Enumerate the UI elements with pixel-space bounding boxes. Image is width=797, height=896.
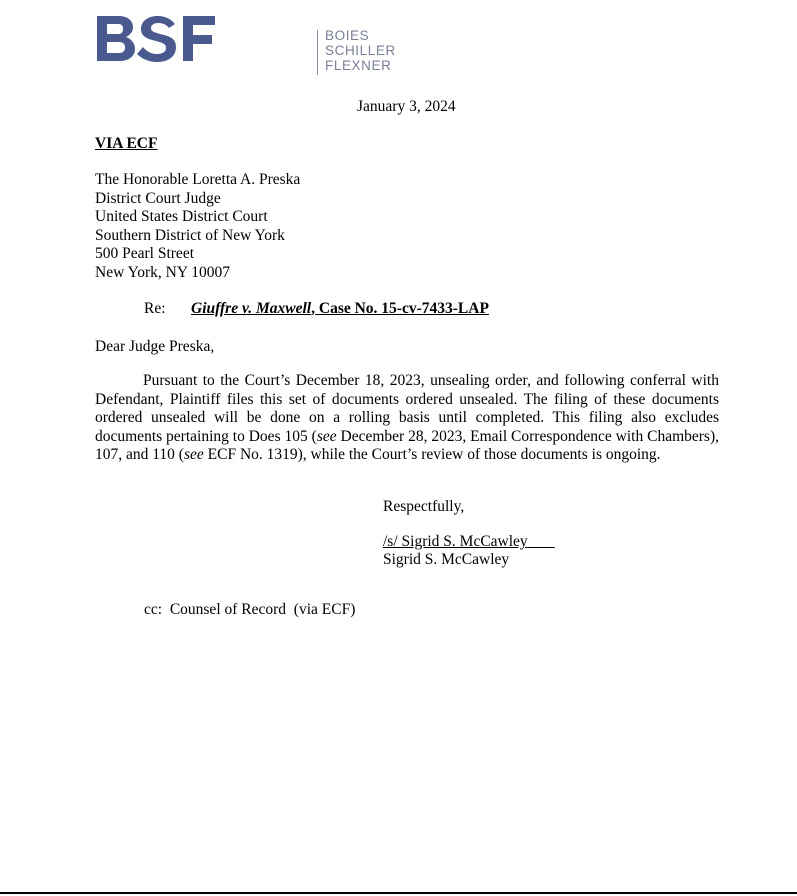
recipient-address xyxy=(95,171,300,282)
case-name: Giuffre v. Maxwell xyxy=(191,300,312,317)
case-reference xyxy=(191,300,489,317)
bsf-logo-mark xyxy=(95,14,217,62)
re-line xyxy=(144,300,489,319)
address-line: 500 Pearl Street xyxy=(95,245,195,262)
closing: Respectfully, xyxy=(383,498,465,515)
body-see: see xyxy=(316,427,337,445)
address-line: Southern District of New York xyxy=(95,226,285,244)
firm-logo xyxy=(95,14,396,73)
salutation: Dear Judge Preska, xyxy=(95,338,215,355)
address-line: United States District Court xyxy=(95,208,268,225)
logo-divider xyxy=(317,30,318,75)
body-text: December 28, 2023, Email Correspondence with Chambers), 107, and 110 ( xyxy=(95,427,719,463)
address-line: The Honorable Loretta A. Preska xyxy=(95,171,301,188)
address-line: District Court Judge xyxy=(95,189,221,207)
logo-word-1: BOIES xyxy=(325,28,370,43)
logo-word-2: SCHILLER xyxy=(325,43,396,58)
letter-body xyxy=(95,372,719,465)
body-paragraph xyxy=(95,372,719,465)
body-text: ECF No. 1319), while the Court’s review of those documents is ongoing. xyxy=(203,446,661,463)
cc-line: cc: Counsel of Record (via ECF) xyxy=(144,601,356,618)
re-label: Re: xyxy=(144,300,166,317)
address-line: New York, NY 10007 xyxy=(95,263,231,281)
signer-name: Sigrid S. McCawley xyxy=(383,551,510,568)
signature-underline xyxy=(528,533,555,550)
electronic-signature xyxy=(383,533,555,552)
logo-word-3: FLEXNER xyxy=(325,58,392,73)
letter-date: January 3, 2024 xyxy=(357,98,456,115)
body-see: see xyxy=(183,446,204,463)
case-number: , Case No. 15-cv-7433-LAP xyxy=(311,300,489,317)
delivery-method: VIA ECF xyxy=(95,135,158,152)
body-text: Pursuant to the Court’s December 18, 2023, unsealing order, and following conferral with Defendant, Plaintiff files this set of documents ordered unsealed. The filing of these documents ordered unsealed will be done on a rolling basis until completed. This filing also excludes documents pertaining to Does 105 ( xyxy=(95,372,719,445)
page-bottom-border xyxy=(0,892,797,894)
signature-text: /s/ Sigrid S. McCawley xyxy=(383,533,528,550)
